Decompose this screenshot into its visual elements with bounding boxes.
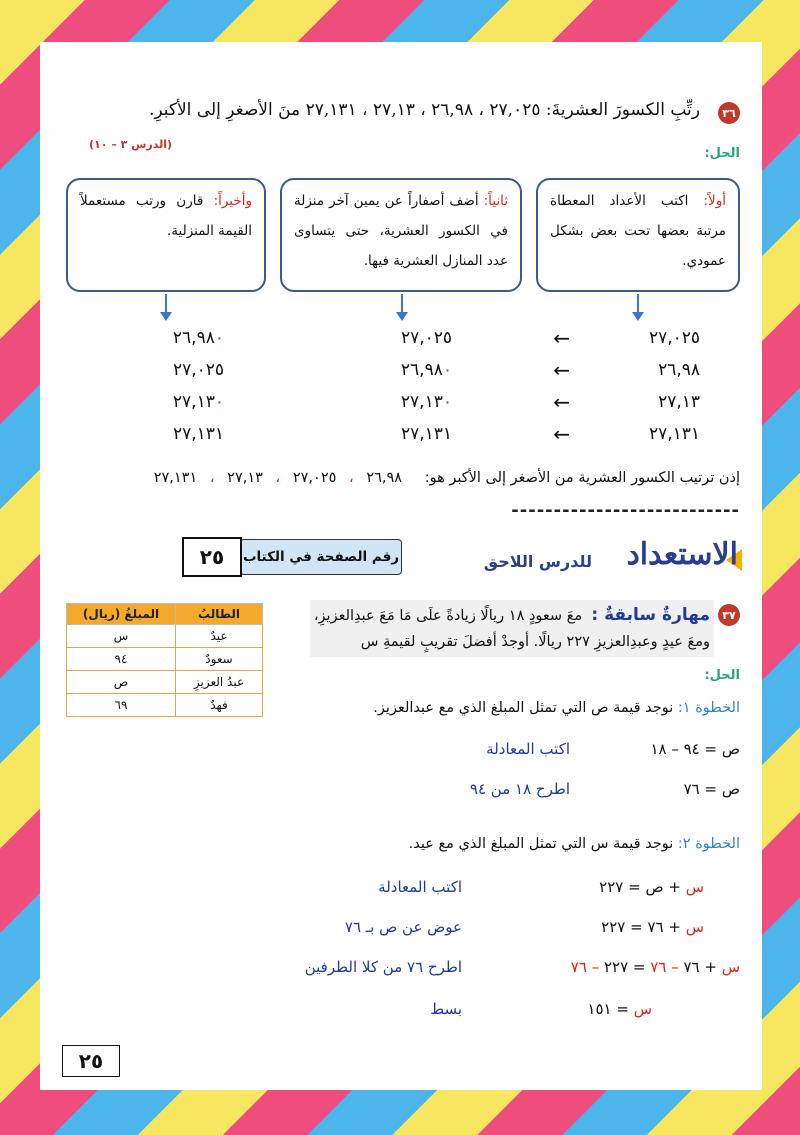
col2-row2-base: ٢٦,٩٨ [400, 360, 443, 380]
question-37-line1 [314, 602, 710, 629]
col2-row3 [401, 392, 452, 412]
eq2b-s: س [685, 918, 704, 936]
col3-row2 [173, 360, 224, 380]
table-header-amount: المبلغُ (ريال) [67, 604, 176, 625]
table-cell: ص [67, 671, 176, 694]
table-cell: س [67, 625, 176, 648]
ordered-value: ٢٦,٩٨ [366, 470, 403, 486]
table-cell: ٩٤ [67, 648, 176, 671]
step-box-final-lead: وأخيراً: [213, 193, 252, 209]
eq2d [587, 1000, 652, 1018]
left-arrow-icon: ← [553, 358, 570, 382]
col2-row4-base: ٢٧,١٣١ [400, 424, 452, 444]
col2-row3-base: ٢٧,١٣ [400, 392, 443, 412]
col3-row1 [173, 328, 224, 348]
ordered-separator: ، [275, 470, 281, 486]
eq2a-s: س [685, 878, 704, 896]
eq2a [599, 878, 704, 896]
step-1-text: نوجد قيمة ص التي تمثل المبلغ الذي مع عبدالعزيز. [373, 700, 678, 716]
step-2-text: نوجد قيمة س التي تمثل المبلغ الذي مع عيد. [408, 836, 678, 852]
eq2c-note: اطرح ٧٦ من كلا الطرفين [304, 958, 462, 976]
question-37-line1-text: معَ سعودٍ ١٨ ريالًا زيادةً علَى مَا مَعَ عبدِالعزيزِ، [313, 608, 583, 624]
eq2d-rest: = ١٥١ [587, 1000, 634, 1018]
table-cell: فهدٌ [176, 694, 263, 717]
question-37-line2: ومعَ عيدٍ وعبدِالعزيزِ ٢٢٧ ريالًا. أوجدْ أفضلَ تقريبٍ لقيمةِ س [360, 634, 710, 650]
col3-row3 [173, 392, 224, 412]
table-row [67, 648, 263, 671]
book-page-number: ٢٥ [182, 537, 242, 577]
col3-row4 [173, 424, 224, 444]
step-box-second-lead: ثانياً: [483, 193, 508, 209]
left-arrow-icon: ← [553, 326, 570, 350]
left-arrow-icon: ← [553, 422, 570, 446]
col3-row4-base: ٢٧,١٣١ [172, 424, 224, 444]
eq2b [601, 918, 704, 936]
col3-row1-base: ٢٦,٩٨ [172, 328, 215, 348]
solution-label: الحل: [704, 146, 740, 161]
table-row [67, 625, 263, 648]
prior-skill-label: مهارةٌ سابقةٌ : [591, 605, 710, 625]
col1-row3: ٢٧,١٣ [658, 392, 700, 412]
step-2-label: الخطوة ٢: [677, 836, 740, 852]
step-1 [373, 700, 740, 716]
col2-row2 [401, 360, 452, 380]
eq2c [571, 958, 740, 976]
banner-title: الاستعداد [626, 537, 738, 572]
eq2c-red2: – ٧٦ [570, 958, 600, 976]
ordered-separator: ، [349, 470, 354, 486]
step-box-second-text: أضف أصفاراً عن يمين آخر منزلة في الكسور العشرية، حتى يتساوى عدد المنازل العشرية فيها. [294, 193, 508, 269]
step-box-final [66, 178, 266, 292]
ordered-separator: ، [209, 470, 215, 486]
col1-row2: ٢٦,٩٨ [658, 360, 700, 380]
step-1-label: الخطوة ١: [677, 700, 740, 716]
table-header-student: الطالبُ [176, 604, 263, 625]
step-2 [409, 836, 740, 852]
eq2b-rest: + ٧٦ = ٢٢٧ [601, 918, 686, 936]
table-row [67, 694, 263, 717]
worksheet-page [40, 42, 762, 1090]
banner-subtitle: للدرس اللاحق [483, 552, 592, 571]
col3-row1-zero: ٠ [214, 328, 224, 348]
col2-row2-zero: ٠ [442, 360, 452, 380]
col3-row3-base: ٢٧,١٣ [172, 392, 215, 412]
col2-row1 [401, 328, 452, 348]
eq2c-part1: + ٧٦ [678, 958, 722, 976]
ordered-value: ٢٧,٠٢٥ [292, 470, 337, 486]
eq1a-note: اكتب المعادلة [486, 740, 570, 758]
eq2c-red1: – ٧٦ [650, 958, 679, 976]
step-box-first [536, 178, 740, 292]
col2-row3-zero: ٠ [442, 392, 452, 412]
book-page-label: رقم الصفحة في الكتاب [240, 539, 402, 575]
eq2c-part2: = ٢٢٧ [599, 958, 651, 976]
eq2a-rest: + ص = ٢٢٧ [599, 878, 686, 896]
step-box-first-text: اكتب الأعداد المعطاة مرتبة بعضها تحت بعض بشكل عمودي. [550, 193, 726, 269]
eq2d-s: س [633, 1000, 652, 1018]
conclusion-line [154, 470, 740, 486]
lesson-reference: (الدرس ٣ – ١٠) [89, 138, 172, 151]
eq2c-s: س [721, 958, 740, 976]
arrow-down-icon [632, 294, 644, 321]
col2-row4 [401, 424, 452, 444]
question-36-badge: ٣٦ [718, 102, 740, 124]
eq1b-lhs: ص = ٧٦ [683, 780, 740, 798]
amounts-table [66, 603, 263, 717]
question-37-badge: ٣٧ [718, 604, 740, 626]
table-header-row [67, 604, 263, 625]
table-cell: عيدٌ [176, 625, 263, 648]
ordered-value: ٢٧,١٣١ [153, 470, 198, 486]
eq2b-note: عوض عن ص بـ ٧٦ [344, 918, 462, 936]
table-cell: عبدُ العزيزِ [176, 671, 263, 694]
dashed-divider: --------------------------- [511, 500, 740, 521]
solution-label-2: الحل: [704, 668, 740, 683]
col3-row3-zero: ٠ [214, 392, 224, 412]
step-box-first-lead: أولاً: [703, 193, 726, 209]
question-37-text [310, 600, 714, 657]
step-box-final-text: قارن ورتب مستعملاً القيمة المنزلية. [80, 193, 252, 239]
col3-row2-base: ٢٧,٠٢٥ [172, 360, 224, 380]
eq2d-note: بسط [430, 1000, 462, 1018]
col1-row1: ٢٧,٠٢٥ [648, 328, 700, 348]
arrow-down-icon [160, 294, 172, 321]
eq1a-lhs: ص = ٩٤ – ١٨ [650, 740, 740, 758]
col2-row1-base: ٢٧,٠٢٥ [400, 328, 452, 348]
question-36-text: رتِّبِ الكسورَ العشريةَ: ٢٧,٠٢٥ ، ٢٦,٩٨ ، ٢٧,١٣ ، ٢٧,١٣١ منَ الأصغرِ إلى الأكبرِ. [148, 100, 700, 120]
conclusion-prefix: إذن ترتيب الكسور العشرية من الأصغر إلى الأكبر هو: [424, 470, 740, 486]
left-arrow-icon: ← [553, 390, 570, 414]
col1-row4: ٢٧,١٣١ [648, 424, 700, 444]
eq1b-note: اطرح ١٨ من ٩٤ [469, 780, 570, 798]
step-box-second [280, 178, 522, 292]
table-cell: سعودٌ [176, 648, 263, 671]
arrow-down-icon [396, 294, 408, 321]
eq2a-note: اكتب المعادلة [378, 878, 462, 896]
ordered-value: ٢٧,١٣ [227, 470, 263, 486]
page-number: ٢٥ [62, 1045, 120, 1077]
table-row [67, 671, 263, 694]
table-cell: ٦٩ [67, 694, 176, 717]
